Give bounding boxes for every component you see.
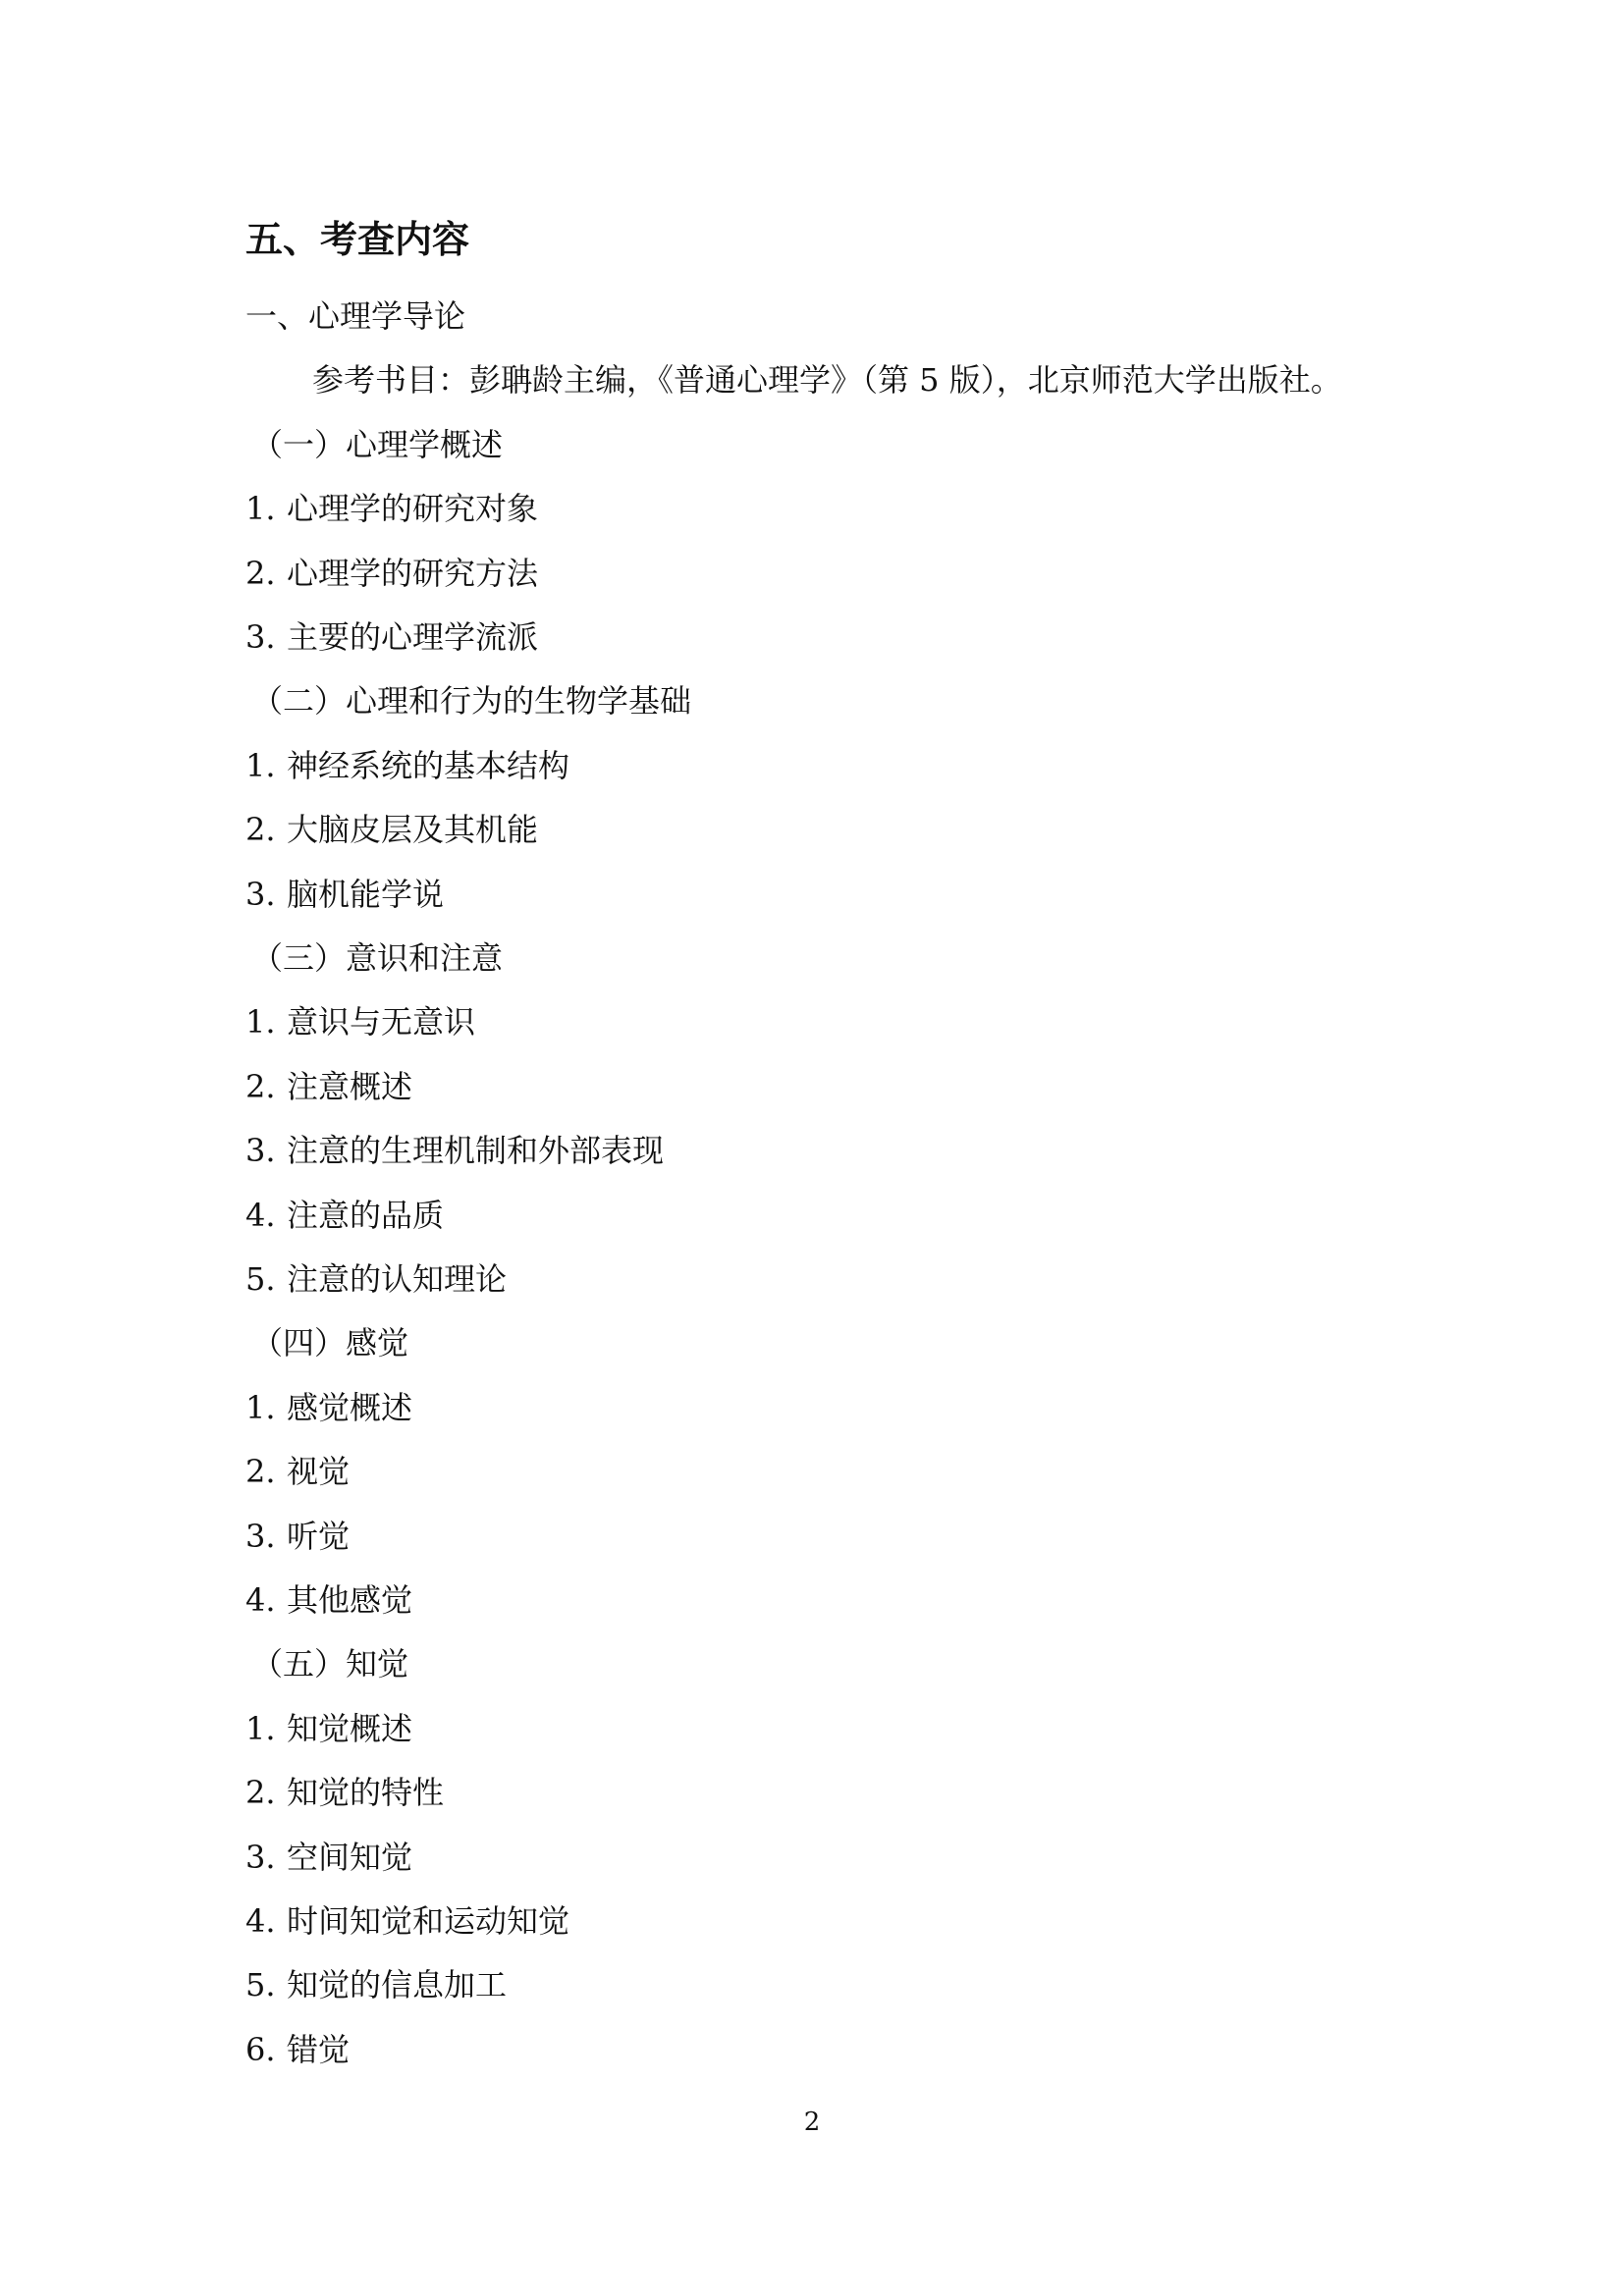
part-heading: 一、心理学导论 [245, 297, 466, 335]
item-text: 神经系统的基本结构 [287, 747, 570, 784]
item-text: 脑机能学说 [287, 876, 445, 913]
item-number: 3. [245, 618, 276, 656]
page-number: 2 [803, 2108, 821, 2137]
item-text: 空间知觉 [287, 1839, 413, 1876]
outline-item [245, 1386, 412, 1429]
item-number: 3. [245, 1132, 276, 1169]
item-text: 意识与无意识 [287, 1003, 476, 1041]
item-number: 1. [245, 1389, 276, 1426]
outline-item [245, 1065, 412, 1108]
item-text: 主要的心理学流派 [287, 618, 539, 656]
item-number: 2. [245, 1453, 276, 1490]
item-text: 知觉的信息加工 [287, 1966, 508, 2003]
item-number: 1. [245, 747, 276, 784]
section-title: 五、考查内容 [245, 218, 470, 261]
subsection-heading: （四）感觉 [251, 1324, 409, 1362]
item-number: 4. [245, 1902, 276, 1940]
item-text: 注意的认知理论 [287, 1260, 508, 1298]
outline-item [245, 808, 538, 851]
outline-item [245, 1129, 664, 1172]
reference-books: 参考书目：彭聃龄主编，《普通心理学》（第 5 版），北京师范大学出版社。 [312, 361, 1342, 399]
item-text: 错觉 [287, 2031, 351, 2068]
outline-item [245, 1450, 350, 1493]
outline-item [245, 1000, 475, 1043]
outline-item [245, 552, 538, 595]
item-number: 1. [245, 1003, 276, 1041]
item-number: 2. [245, 555, 276, 592]
item-text: 其他感觉 [287, 1581, 413, 1619]
item-text: 大脑皮层及其机能 [287, 811, 539, 848]
item-number: 3. [245, 876, 276, 913]
item-number: 1. [245, 490, 276, 527]
outline-item [245, 1963, 507, 2006]
item-number: 3. [245, 1518, 276, 1555]
item-number: 2. [245, 1774, 276, 1811]
item-text: 心理学的研究对象 [287, 490, 539, 527]
outline-item [245, 1707, 412, 1750]
outline-item [245, 873, 444, 916]
item-text: 时间知觉和运动知觉 [287, 1902, 570, 1940]
outline-item [245, 615, 538, 659]
subsection-heading: （一）心理学概述 [251, 426, 504, 463]
subsection-heading: （五）知觉 [251, 1645, 409, 1682]
outline-item [245, 487, 538, 530]
item-number: 5. [245, 1260, 276, 1298]
outline-item [245, 1771, 444, 1814]
outline-item [245, 1899, 569, 1943]
item-number: 3. [245, 1839, 276, 1876]
item-text: 感觉概述 [287, 1389, 413, 1426]
item-text: 注意的生理机制和外部表现 [287, 1132, 665, 1169]
item-text: 注意的品质 [287, 1197, 445, 1234]
item-number: 5. [245, 1966, 276, 2003]
outline-item [245, 1578, 412, 1622]
item-number: 4. [245, 1581, 276, 1619]
item-number: 2. [245, 1068, 276, 1105]
outline-item [245, 744, 569, 787]
outline-item [245, 1515, 350, 1558]
item-text: 知觉概述 [287, 1710, 413, 1747]
subsection-heading: （三）意识和注意 [251, 939, 504, 977]
outline-item [245, 1194, 444, 1237]
item-number: 4. [245, 1197, 276, 1234]
outline-item [245, 2028, 350, 2071]
outline-item [245, 1257, 507, 1301]
item-number: 1. [245, 1710, 276, 1747]
item-text: 知觉的特性 [287, 1774, 445, 1811]
outline-item [245, 1836, 412, 1879]
subsection-heading: （二）心理和行为的生物学基础 [251, 682, 692, 720]
item-text: 视觉 [287, 1453, 351, 1490]
item-text: 听觉 [287, 1518, 351, 1555]
item-number: 2. [245, 811, 276, 848]
item-text: 注意概述 [287, 1068, 413, 1105]
item-number: 6. [245, 2031, 276, 2068]
item-text: 心理学的研究方法 [287, 555, 539, 592]
